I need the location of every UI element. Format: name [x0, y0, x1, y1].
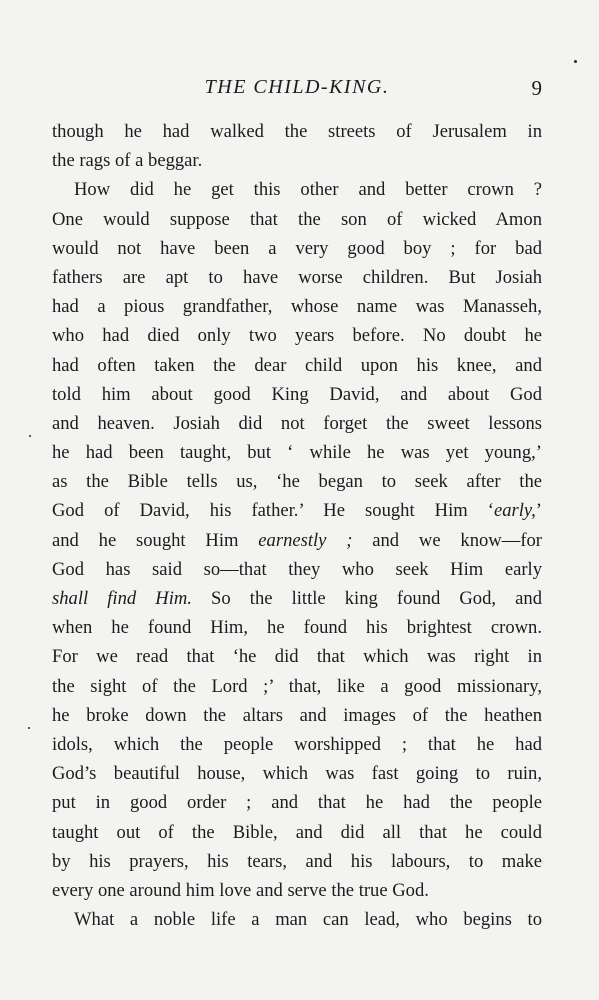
text-span: put in good order ; and that he had the people [52, 792, 542, 814]
text-line [52, 234, 542, 263]
text-line [52, 263, 542, 292]
text-line [52, 642, 542, 671]
text-span: and he sought Him [52, 529, 259, 551]
text-line [52, 146, 542, 175]
text-line [52, 438, 542, 467]
text-span: For we read that ‘he did that which was right in [52, 646, 542, 668]
text-span: by his prayers, his tears, and his labours, to make [52, 850, 542, 872]
text-span: So the little king found God, and [191, 588, 542, 609]
text-span: How did he get this other and better crown ? [74, 179, 542, 201]
text-span: would not have been a very good boy ; for bad [52, 237, 542, 259]
text-line [52, 584, 542, 613]
text-line [52, 701, 542, 730]
text-line [52, 496, 542, 525]
print-speck [29, 435, 31, 437]
text-span: One would suppose that the son of wicked Amon [52, 208, 542, 230]
text-span: God of David, his father.’ He sought Him ‘ [52, 500, 494, 522]
text-span: taught out of the Bible, and did all that he could [52, 821, 542, 843]
text-line [52, 351, 542, 380]
text-span: and we know—for [352, 529, 542, 551]
text-span: idols, which the people worshipped ; that he had [52, 733, 542, 755]
text-line [52, 818, 542, 847]
text-span: who had died only two years before. No doubt he [52, 325, 542, 347]
text-line [52, 613, 542, 642]
text-line [52, 672, 542, 701]
text-span: God has said so—that they who seek Him early [52, 558, 542, 580]
text-span: fathers are apt to have worse children. But Josiah [52, 266, 542, 288]
print-speck [574, 60, 577, 63]
text-line [52, 175, 542, 204]
text-span: and heaven. Josiah did not forget the sweet lessons [52, 412, 542, 434]
text-line [52, 847, 542, 876]
body-text [52, 117, 542, 934]
text-line [52, 380, 542, 409]
text-line [52, 321, 542, 350]
text-span: ’ [535, 500, 542, 522]
text-line [52, 409, 542, 438]
text-span: he broke down the altars and images of the heathen [52, 704, 542, 726]
text-line [52, 905, 542, 934]
text-line [52, 117, 542, 146]
text-line [52, 876, 542, 905]
text-span: the rags of a beggar. [52, 150, 203, 172]
text-span: What a noble life a man can lead, who begins to [74, 909, 542, 931]
text-line [52, 205, 542, 234]
page-number: 9 [531, 76, 542, 100]
text-line [52, 788, 542, 817]
text-span: as the Bible tells us, ‘he began to seek after the [52, 471, 542, 493]
text-span: he had been taught, but ‘ while he was yet young,’ [52, 442, 542, 464]
text-line [52, 467, 542, 496]
text-span: had often taken the dear child upon his knee, and [52, 354, 542, 376]
running-title: THE CHILD-KING. [204, 76, 390, 98]
italic-span: earnestly ; [258, 529, 353, 551]
print-speck [28, 727, 30, 729]
text-span: when he found Him, he found his brightest crown. [52, 617, 542, 639]
text-line [52, 526, 542, 555]
italic-span: early, [493, 500, 536, 522]
text-line [52, 759, 542, 788]
text-span: the sight of the Lord ;’ that, like a good missionary, [52, 675, 542, 697]
text-span: though he had walked the streets of Jerusalem in [52, 121, 542, 142]
text-line [52, 555, 542, 584]
running-head [52, 76, 542, 106]
text-line [52, 730, 542, 759]
text-span: told him about good King David, and about God [52, 383, 542, 405]
italic-span: shall find Him. [52, 588, 192, 609]
text-span: every one around him love and serve the true God. [52, 879, 429, 901]
text-span: God’s beautiful house, which was fast going to ruin, [52, 763, 542, 785]
text-span: had a pious grandfather, whose name was Manasseh, [52, 296, 542, 318]
text-line [52, 292, 542, 321]
